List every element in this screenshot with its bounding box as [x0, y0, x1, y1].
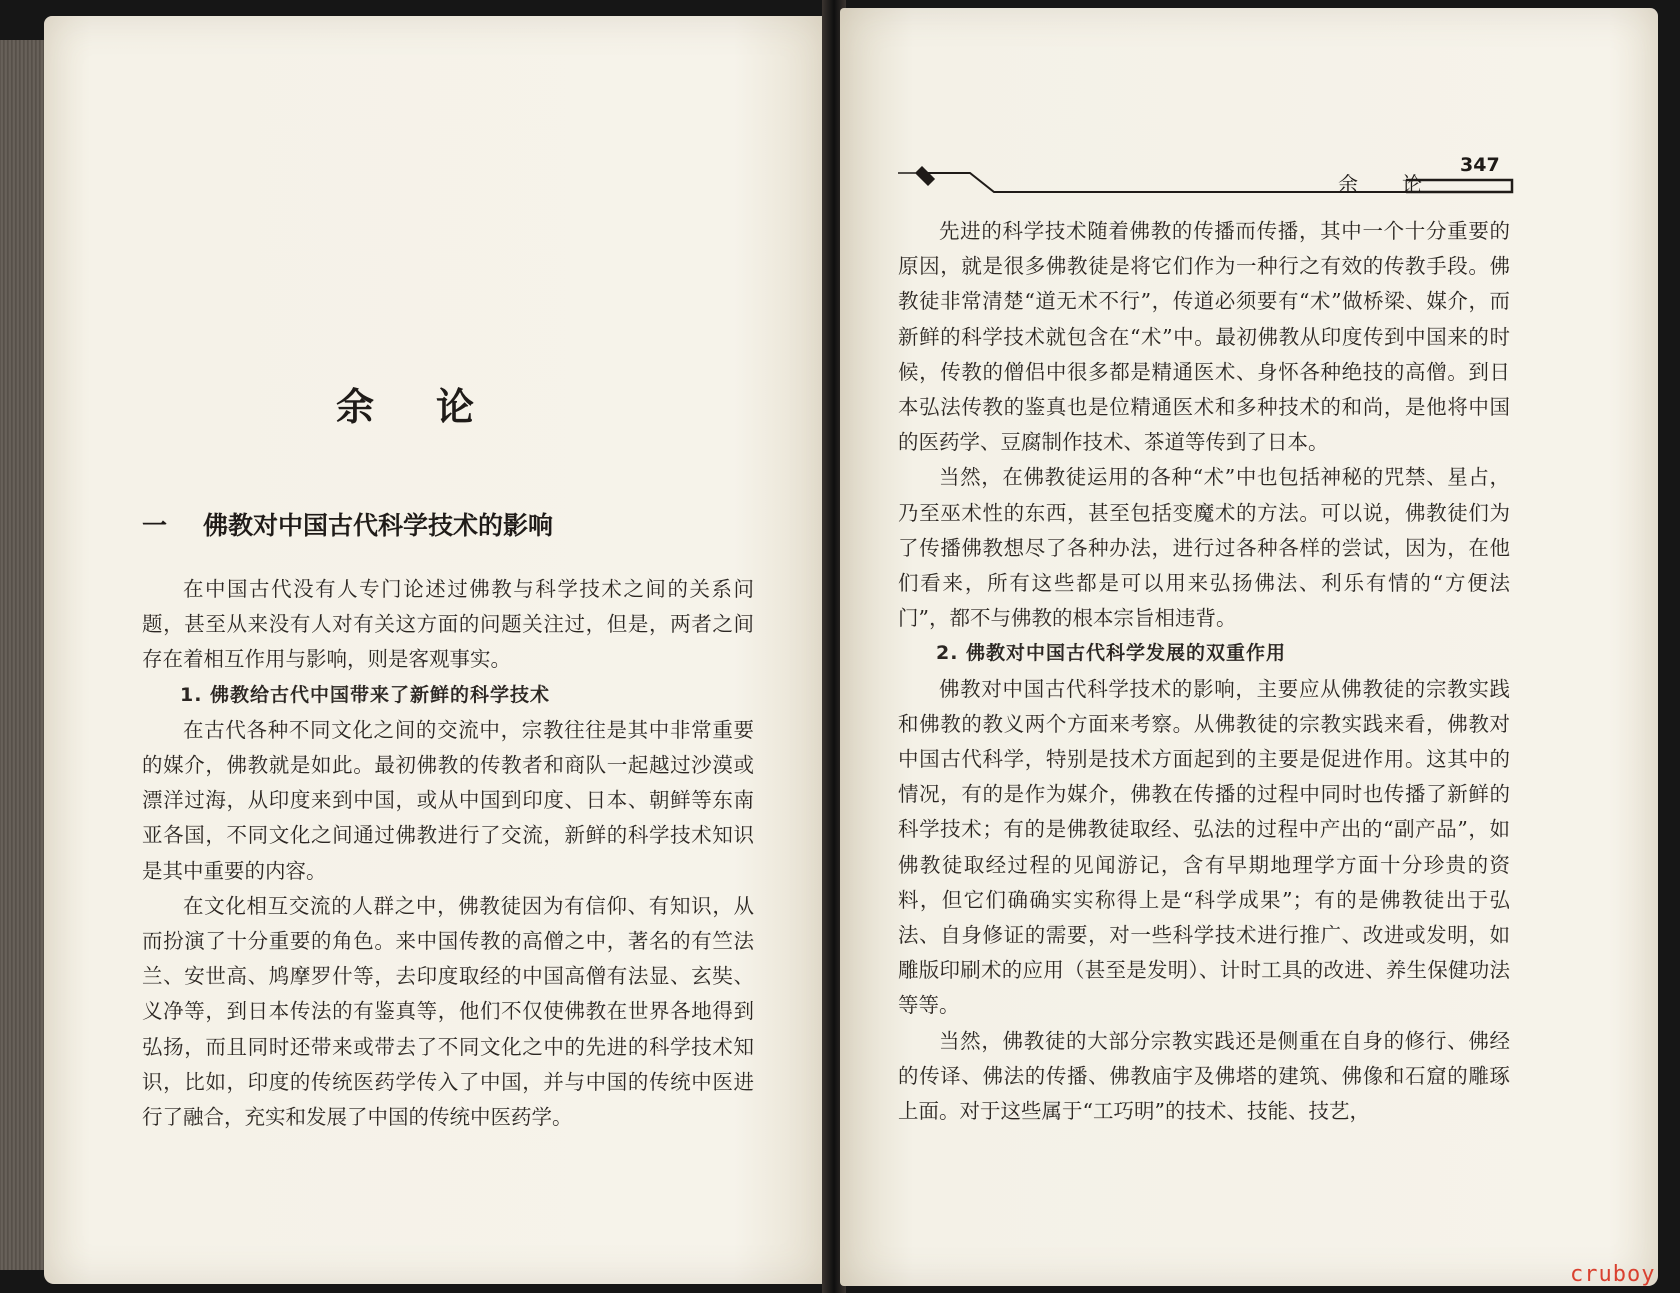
running-head [898, 156, 1516, 200]
running-head-title: 余论 [1338, 172, 1466, 196]
paragraph: 佛教对中国古代科学技术的影响，主要应从佛教徒的宗教实践和佛教的教义两个方面来考察。从佛教徒的宗教实践来看，佛教对中国古代科学，特别是技术方面起到的主要是促进作用。这其中的情况，有的是作为媒介，佛教在传播的过程中同时也传播了新鲜的科学技术；有的是佛教徒取经、弘法的过程中产出的“副产品”，如佛教徒取经过程的见闻游记，含有早期地理学方面十分珍贵的资料，但它们确确实实称得上是“科学成果”；有的是佛教徒出于弘法、自身修证的需要，对一些科学技术进行推广、改进或发明，如雕版印刷术的应用（甚至是发明）、计时工具的改进、养生保健功法等等。 [898, 676, 1510, 1018]
paragraph: 在文化相互交流的人群之中，佛教徒因为有信仰、有知识，从而扮演了十分重要的角色。来中国传教的高僧之中，著名的有竺法兰、安世高、鸠摩罗什等，去印度取经的中国高僧有法显、玄奘、义净等，到日本传法的有鉴真等，他们不仅使佛教在世界各地得到弘扬，而且同时还带来或带去了不同文化之中的先进的科学技术知识，比如，印度的传统医药学传入了中国，并与中国的传统中医进行了融合，充实和发展了中国的传统中医药学。 [142, 893, 754, 1130]
page-number: 347 [1460, 154, 1500, 176]
paragraph: 当然，佛教徒的大部分宗教实践还是侧重在自身的修行、佛经的传译、佛法的传播、佛教庙宇及佛塔的建筑、佛像和石窟的雕琢上面。对于这些属于“工巧明”的技术、技能、技艺， [898, 1028, 1510, 1124]
subsection-heading: 2. 佛教对中国古代科学发展的双重作用 [936, 642, 1287, 665]
paragraph: 当然，在佛教徒运用的各种“术”中也包括神秘的咒禁、星占，乃至巫术性的东西，甚至包括变魔术的方法。可以说，佛教徒们为了传播佛教想尽了各种办法，进行过各种各样的尝试，因为，在他们看来，所有这些都是可以用来弘扬佛法、利乐有情的“方便法门”，都不与佛教的根本宗旨相违背。 [898, 465, 1510, 631]
section-number: 一 [142, 511, 168, 540]
chapter-title: 余论 [335, 385, 536, 429]
watermark: cruboy [1570, 1262, 1656, 1287]
section-heading [142, 506, 553, 542]
paragraph: 在中国古代没有人专门论述过佛教与科学技术之间的关系问题，甚至从来没有人对有关这方面的问题关注过，但是，两者之间存在着相互作用与影响，则是客观事实。 [142, 577, 754, 672]
right-page-body [898, 214, 1510, 1129]
paragraph: 在古代各种不同文化之间的交流中，宗教往往是其中非常重要的媒介，佛教就是如此。最初佛教的传教者和商队一起越过沙漠或漂洋过海，从印度来到中国，或从中国到印度、日本、朝鲜等东南亚各国，不同文化之间通过佛教进行了交流，新鲜的科学技术知识是其中重要的内容。 [142, 717, 754, 883]
left-page-body [142, 572, 754, 1135]
paragraph: 先进的科学技术随着佛教的传播而传播，其中一个十分重要的原因，就是很多佛教徒是将它们作为一种行之有效的传教手段。佛教徒非常清楚“道无术不行”，传道必须要有“术”做桥梁、媒介，而新鲜的科学技术就包含在“术”中。最初佛教从印度传到中国来的时候，传教的僧侣中很多都是精通医术、身怀各种绝技的高僧。到日本弘法传教的鉴真也是位精通医术和多种技术的和尚，是他将中国的医药学、豆腐制作技术、茶道等传到了日本。 [898, 219, 1510, 455]
subsection-heading: 1. 佛教给古代中国带来了新鲜的科学技术 [180, 683, 551, 706]
section-title: 佛教对中国古代科学技术的影响 [203, 511, 554, 540]
